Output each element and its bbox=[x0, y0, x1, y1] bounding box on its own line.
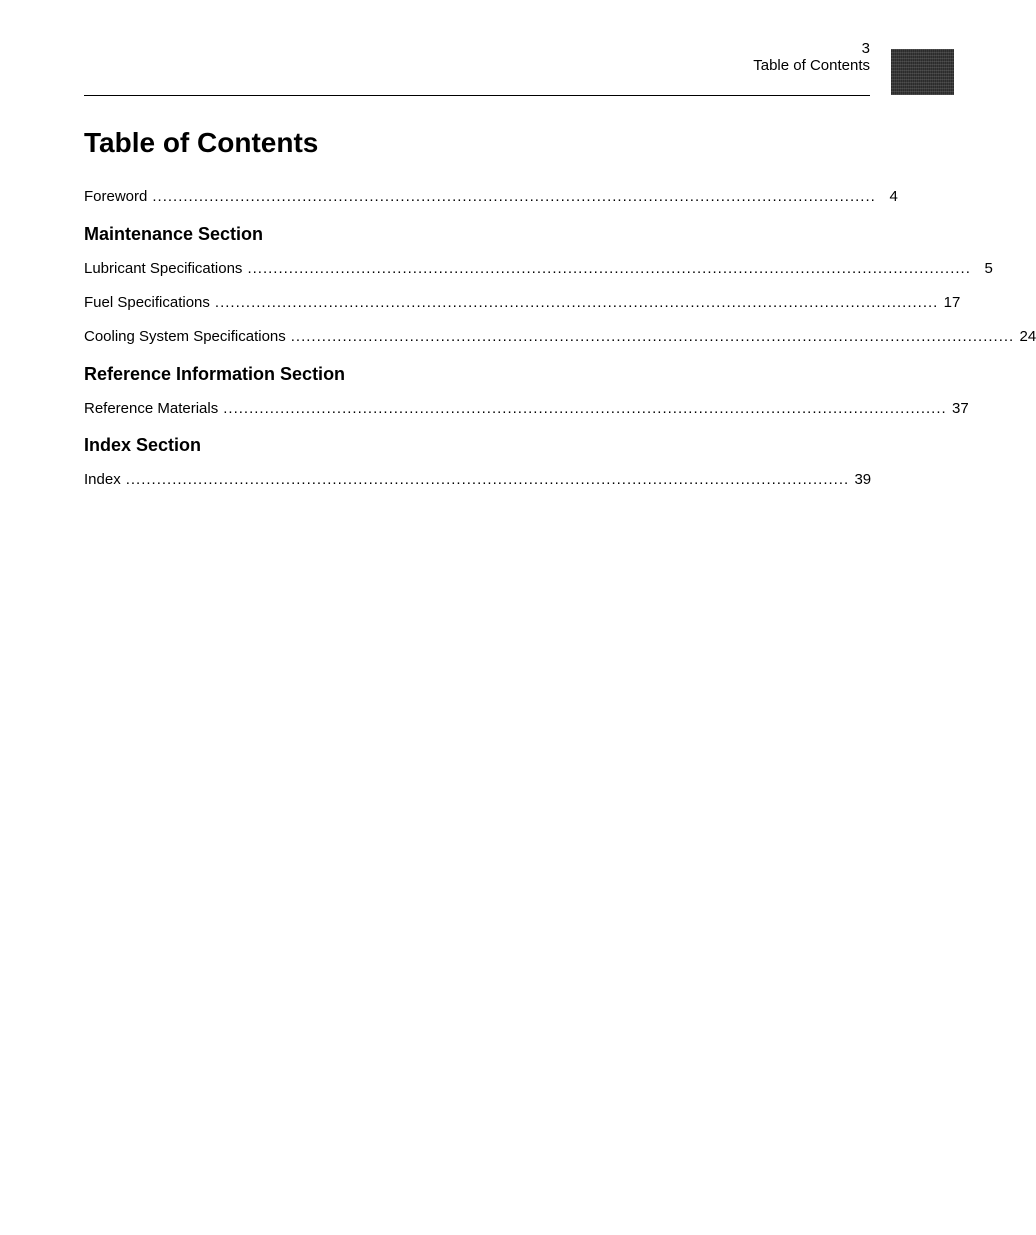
toc-entry-label: Index bbox=[84, 471, 121, 488]
toc-entry-lubricant-specifications[interactable] bbox=[84, 259, 993, 279]
header-rule bbox=[84, 95, 870, 96]
toc-entry-page: 4 bbox=[889, 188, 898, 205]
toc-entry-label: Fuel Specifications bbox=[84, 294, 210, 311]
running-header-title: Table of Contents bbox=[753, 57, 870, 74]
toc-entry-label: Reference Materials bbox=[84, 400, 219, 417]
toc-entry-cooling-system-specifications[interactable] bbox=[84, 327, 1036, 347]
toc-entry-label: Cooling System Specifications bbox=[84, 328, 286, 345]
section-edge-tab bbox=[891, 49, 954, 95]
page-number: 3 bbox=[861, 40, 870, 57]
toc-entry-fuel-specifications[interactable] bbox=[84, 293, 961, 313]
toc-entry-label: Foreword bbox=[84, 188, 148, 205]
toc-dot-leader: ............................................................................................................................................ bbox=[290, 328, 1015, 345]
toc-entry-label: Lubricant Specifications bbox=[84, 260, 243, 277]
toc-entry-page: 5 bbox=[984, 260, 993, 277]
toc-entry-reference-materials[interactable] bbox=[84, 399, 969, 419]
toc-section-heading-index: Index Section bbox=[84, 435, 202, 455]
toc-entry-index[interactable] bbox=[84, 470, 872, 490]
toc-dot-leader: ............................................................................................................................................ bbox=[247, 260, 971, 277]
toc-dot-leader: ............................................................................................................................................ bbox=[223, 400, 947, 417]
toc-section-heading-reference-information: Reference Information Section bbox=[84, 364, 346, 384]
toc-dot-leader: ............................................................................................................................................ bbox=[214, 294, 939, 311]
toc-dot-leader: ............................................................................................................................................ bbox=[125, 471, 850, 488]
toc-entry-page: 39 bbox=[854, 471, 872, 488]
toc-entry-page: 37 bbox=[952, 400, 969, 417]
toc-entry-page: 17 bbox=[943, 294, 961, 311]
toc-section-heading-maintenance: Maintenance Section bbox=[84, 224, 264, 244]
toc-entry-page: 24 bbox=[1019, 328, 1036, 345]
toc-entry-foreword[interactable] bbox=[84, 187, 898, 207]
page-title: Table of Contents bbox=[84, 127, 319, 158]
toc-dot-leader: ............................................................................................................................................ bbox=[152, 188, 876, 205]
